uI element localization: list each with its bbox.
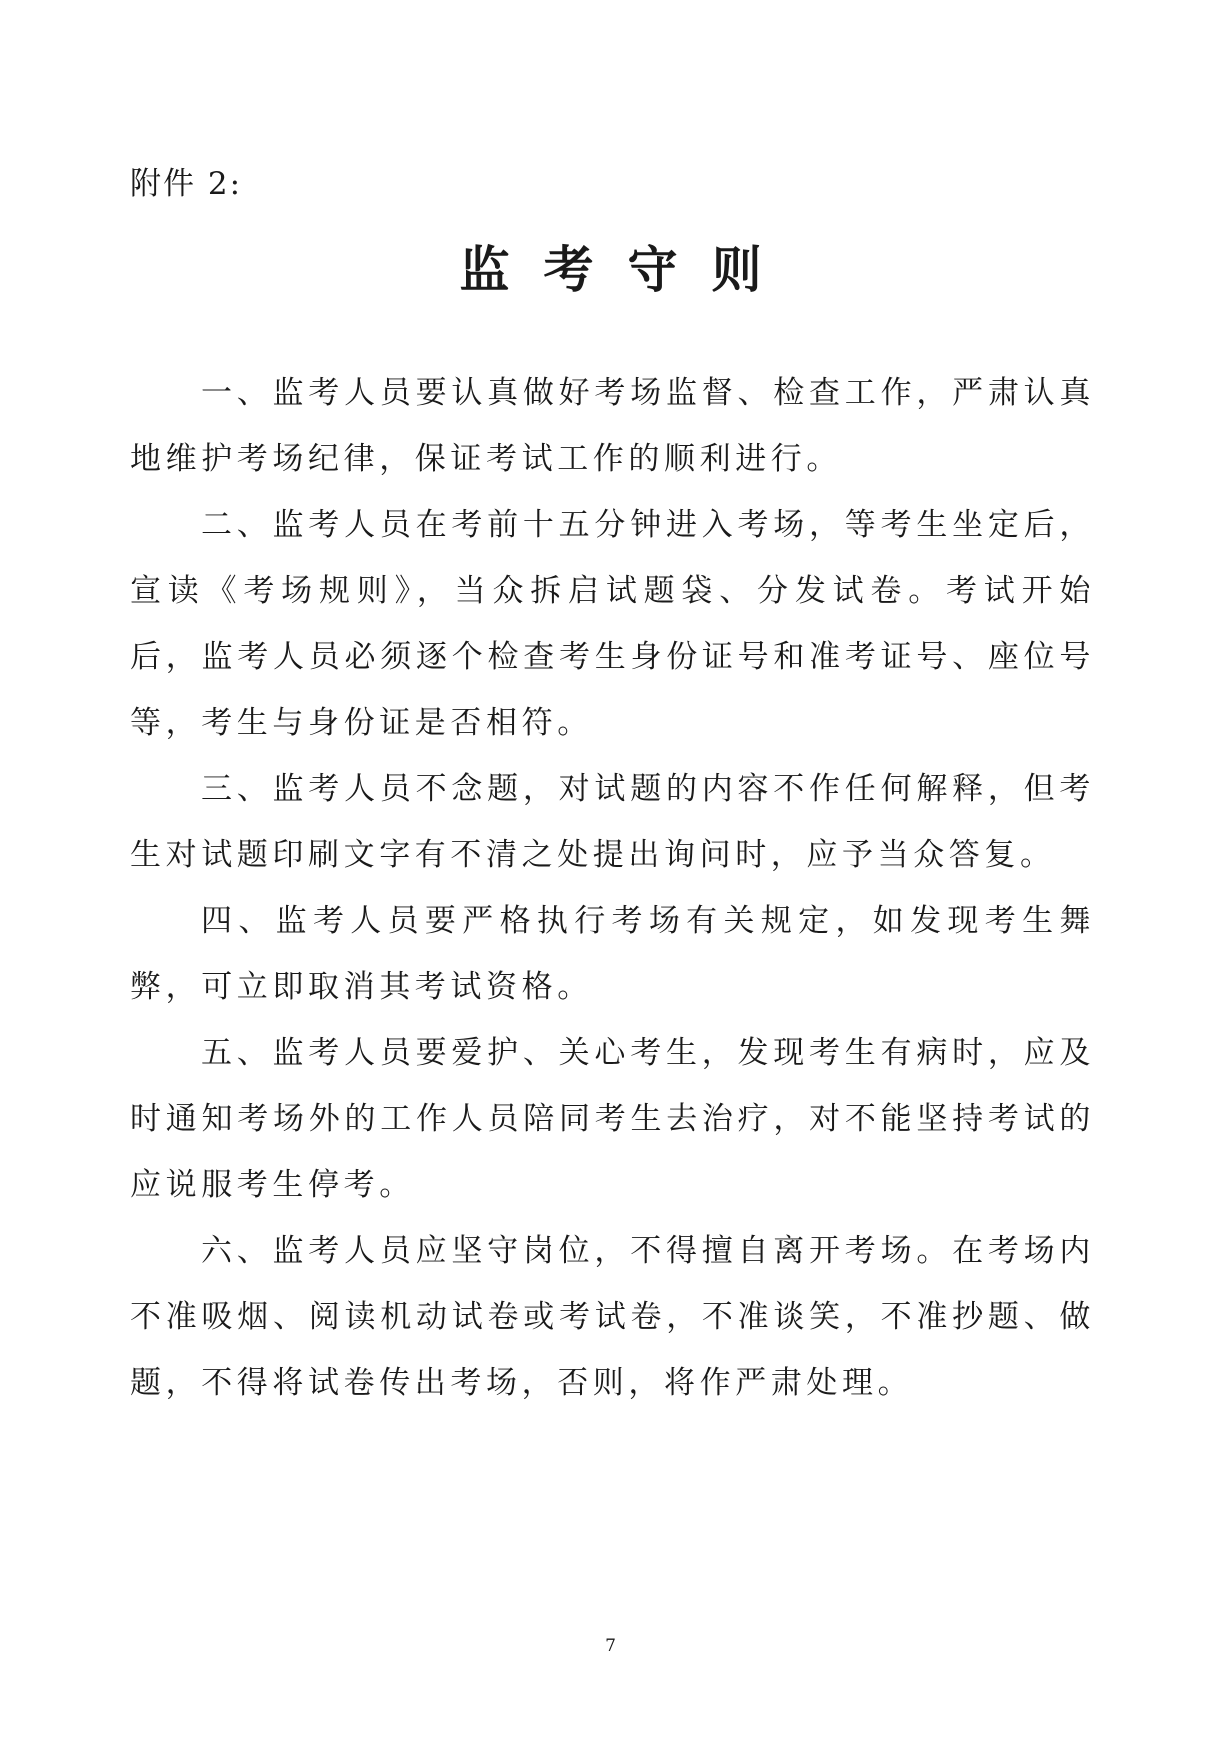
document-title: 监考守则 <box>459 240 796 299</box>
rule-paragraph-5: 五、监考人员要爱护、关心考生，发现考生有病时，应及时通知考场外的工作人员陪同考生去治疗，对不能坚持考试的应说服考生停考。 <box>130 1035 1095 1203</box>
page-number: 7 <box>605 1636 616 1656</box>
rule-paragraph-1: 一、监考人员要认真做好考场监督、检查工作，严肃认真地维护考场纪律，保证考试工作的顺利进行。 <box>130 375 1095 477</box>
rule-paragraph-3: 三、监考人员不念题，对试题的内容不作任何解释，但考生对试题印刷文字有不清之处提出询问时，应予当众答复。 <box>130 771 1095 873</box>
document-body <box>130 360 1095 1416</box>
attachment-label: 附件 2: <box>130 166 243 202</box>
rule-paragraph-4: 四、监考人员要严格执行考场有关规定，如发现考生舞弊，可立即取消其考试资格。 <box>130 903 1095 1005</box>
rule-paragraph-6: 六、监考人员应坚守岗位，不得擅自离开考场。在考场内不准吸烟、阅读机动试卷或考试卷，不准谈笑，不准抄题、做题，不得将试卷传出考场，否则，将作严肃处理。 <box>130 1233 1095 1401</box>
rule-paragraph-2: 二、监考人员在考前十五分钟进入考场，等考生坐定后，宣读《考场规则》，当众拆启试题袋、分发试卷。考试开始后，监考人员必须逐个检查考生身份证号和准考证号、座位号等，考生与身份证是否相符。 <box>130 507 1095 741</box>
